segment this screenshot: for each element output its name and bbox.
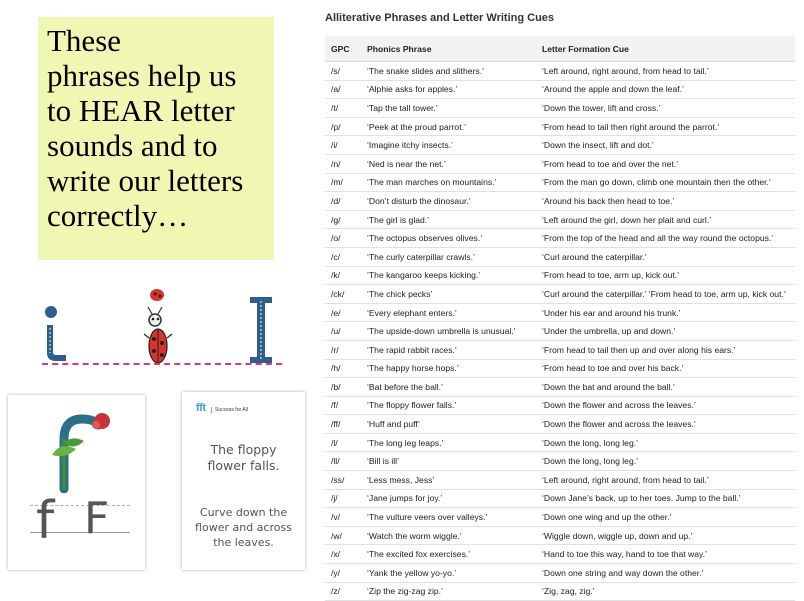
baseline-guide [42, 363, 282, 365]
cell-cue: ‘From head to toe, arm up, kick out.’ [536, 266, 795, 285]
letter-formation-illustration [38, 283, 288, 375]
lowercase-f: f [36, 491, 55, 551]
cell-cue: ‘Around the apple and down the leaf.’ [536, 80, 795, 99]
table-row [325, 489, 795, 508]
card-phrase-line: flower falls. [207, 458, 280, 473]
note-line: sounds and to [47, 128, 218, 163]
table-row [325, 117, 795, 136]
header-gpc: GPC [325, 36, 361, 62]
cell-gpc: /x/ [325, 545, 361, 564]
header-letter-formation-cue: Letter Formation Cue [536, 36, 795, 62]
cell-gpc: /h/ [325, 359, 361, 378]
cell-phrase: ‘Tap the tall tower.’ [361, 99, 536, 118]
cell-cue: ‘Around his back then head to toe.’ [536, 192, 795, 211]
table-row [325, 303, 795, 322]
cell-phrase: ‘The happy horse hops.’ [361, 359, 536, 378]
cell-cue: ‘Down the long, long leg.’ [536, 433, 795, 452]
table-row [325, 285, 795, 304]
cell-gpc: /u/ [325, 322, 361, 341]
uppercase-f: F [84, 493, 110, 544]
note-line: These [47, 23, 122, 58]
cell-phrase: ‘Don’t disturb the dinosaur.’ [361, 192, 536, 211]
cell-cue: ‘Left around, right around, from head to tail.’ [536, 62, 795, 81]
cell-gpc: /s/ [325, 62, 361, 81]
cell-cue: ‘From head to toe and over the net.’ [536, 154, 795, 173]
explanation-note [38, 17, 274, 260]
cell-phrase: ‘The long leg leaps.’ [361, 433, 536, 452]
cell-gpc: /r/ [325, 340, 361, 359]
cell-gpc: /i/ [325, 136, 361, 155]
cell-phrase: ‘Less mess, Jess’ [361, 471, 536, 490]
phrases-table [325, 36, 795, 601]
card-cue [182, 505, 305, 550]
note-line: phrases help us [47, 58, 237, 93]
cell-gpc: /y/ [325, 564, 361, 583]
cell-gpc: /ck/ [325, 285, 361, 304]
table-row [325, 545, 795, 564]
card-phrase-line: The floppy [210, 442, 277, 457]
flower-f-icon [46, 405, 116, 493]
table-row [325, 154, 795, 173]
cell-phrase: ‘Every elephant enters.’ [361, 303, 536, 322]
cell-phrase: ‘Ned is near the net.’ [361, 154, 536, 173]
cell-phrase: ‘Bill is ill’ [361, 452, 536, 471]
table-row [325, 322, 795, 341]
table-row [325, 266, 795, 285]
table-row [325, 452, 795, 471]
cell-cue: ‘Under his ear and around his trunk.’ [536, 303, 795, 322]
cell-cue: ‘Zig, zag, zig.’ [536, 582, 795, 601]
cell-gpc: /f/ [325, 396, 361, 415]
table-row [325, 173, 795, 192]
cell-cue: ‘From head to tail then right around the parrot.’ [536, 117, 795, 136]
letter-f-card [8, 395, 145, 570]
card-cue-line: the leaves. [213, 536, 274, 549]
table-row [325, 508, 795, 527]
cell-phrase: ‘Jane jumps for joy.’ [361, 489, 536, 508]
table-body [325, 62, 795, 601]
table-row [325, 247, 795, 266]
cell-phrase: ‘The rapid rabbit races.’ [361, 340, 536, 359]
cell-cue: ‘From head to tail then up and over along his ears.’ [536, 340, 795, 359]
table-row [325, 415, 795, 434]
cell-cue: ‘Down Jane’s back, up to her toes. Jump to the ball.’ [536, 489, 795, 508]
fft-header [196, 402, 248, 414]
table-row [325, 526, 795, 545]
cell-phrase: ‘The upside-down umbrella is unusual.’ [361, 322, 536, 341]
cell-cue: ‘Left around, right around, from head to tail.’ [536, 471, 795, 490]
table-row [325, 378, 795, 397]
cell-phrase: ‘The excited fox exercises.’ [361, 545, 536, 564]
cell-gpc: /l/ [325, 433, 361, 452]
cell-cue: ‘Down the flower and across the leaves.’ [536, 396, 795, 415]
table-row [325, 359, 795, 378]
cell-gpc: /t/ [325, 99, 361, 118]
cell-phrase: ‘Zip the zig-zag zip.’ [361, 582, 536, 601]
card-cue-line: Curve down the [199, 506, 288, 519]
cell-cue: ‘Down the bat and around the ball.’ [536, 378, 795, 397]
brand-text: Success for All [211, 407, 248, 413]
card-cue-line: flower and across [195, 521, 292, 534]
cell-gpc: /k/ [325, 266, 361, 285]
cell-cue: ‘Left around the girl, down her plait and curl.’ [536, 210, 795, 229]
table-row [325, 433, 795, 452]
cell-gpc: /b/ [325, 378, 361, 397]
table-row [325, 136, 795, 155]
table-row [325, 471, 795, 490]
cell-cue: ‘From the man go down, climb one mountain then the other.’ [536, 173, 795, 192]
cell-cue: ‘Hand to toe this way, hand to toe that way.’ [536, 545, 795, 564]
cell-gpc: /a/ [325, 80, 361, 99]
table-row [325, 564, 795, 583]
cell-gpc: /ss/ [325, 471, 361, 490]
cell-phrase: ‘The man marches on mountains.’ [361, 173, 536, 192]
table-row [325, 99, 795, 118]
table-row [325, 210, 795, 229]
cell-phrase: ‘The octopus observes olives.’ [361, 229, 536, 248]
table-header-row [325, 36, 795, 62]
table-title: Alliterative Phrases and Letter Writing Cues [325, 12, 555, 24]
phrase-card [182, 392, 305, 570]
table-row [325, 62, 795, 81]
cell-cue: ‘Down the flower and across the leaves.’ [536, 415, 795, 434]
cell-cue: ‘Down the long, long leg.’ [536, 452, 795, 471]
cell-cue: ‘Curl around the caterpillar.’ [536, 247, 795, 266]
letter-i-icon [38, 303, 74, 365]
cell-phrase: ‘The kangaroo keeps kicking.’ [361, 266, 536, 285]
cell-phrase: ‘The snake slides and slithers.’ [361, 62, 536, 81]
cell-gpc: /j/ [325, 489, 361, 508]
phrases-table-container [325, 36, 795, 601]
letter-capital-i-icon [248, 295, 274, 367]
cell-phrase: ‘Peek at the proud parrot.’ [361, 117, 536, 136]
cell-cue: ‘From head to toe and over his back.’ [536, 359, 795, 378]
cell-gpc: /p/ [325, 117, 361, 136]
cell-phrase: ‘Imagine itchy insects.’ [361, 136, 536, 155]
cell-phrase: ‘The curly caterpillar crawls.’ [361, 247, 536, 266]
cell-gpc: /m/ [325, 173, 361, 192]
table-row [325, 582, 795, 601]
cell-gpc: /v/ [325, 508, 361, 527]
cell-cue: ‘Wiggle down, wiggle up, down and up.’ [536, 526, 795, 545]
cell-phrase: ‘Yank the yellow yo-yo.’ [361, 564, 536, 583]
table-row [325, 229, 795, 248]
fft-logo: fft [196, 402, 206, 414]
cell-gpc: /c/ [325, 247, 361, 266]
cell-phrase: ‘Bat before the ball.’ [361, 378, 536, 397]
ladybird-icon [141, 283, 181, 373]
cell-phrase: ‘The floppy flower falls.’ [361, 396, 536, 415]
note-line: to HEAR letter [47, 93, 235, 128]
table-row [325, 396, 795, 415]
cell-cue: ‘Curl around the caterpillar.’ ‘From head to toe, arm up, kick out.’ [536, 285, 795, 304]
cell-gpc: /o/ [325, 229, 361, 248]
cell-gpc: /n/ [325, 154, 361, 173]
cell-phrase: ‘Alphie asks for apples.’ [361, 80, 536, 99]
cell-gpc: /g/ [325, 210, 361, 229]
header-phonics-phrase: Phonics Phrase [361, 36, 536, 62]
cell-phrase: ‘The chick pecks’ [361, 285, 536, 304]
cell-cue: ‘From the top of the head and all the way round the octopus.’ [536, 229, 795, 248]
cell-gpc: /e/ [325, 303, 361, 322]
cell-phrase: ‘The vulture veers over valleys.’ [361, 508, 536, 527]
note-line: write our letters [47, 163, 244, 198]
cell-gpc: /ll/ [325, 452, 361, 471]
cell-phrase: ‘Watch the worm wiggle.’ [361, 526, 536, 545]
note-text [47, 23, 273, 233]
cell-gpc: /z/ [325, 582, 361, 601]
card-phrase [182, 442, 305, 474]
cell-phrase: ‘Huff and puff’ [361, 415, 536, 434]
cell-cue: ‘Down the insect, lift and dot.’ [536, 136, 795, 155]
table-row [325, 192, 795, 211]
note-line: correctly… [47, 198, 189, 233]
cell-gpc: /ff/ [325, 415, 361, 434]
cell-cue: ‘Down one wing and up the other.’ [536, 508, 795, 527]
cell-gpc: /d/ [325, 192, 361, 211]
cell-cue: ‘Under the umbrella, up and down.’ [536, 322, 795, 341]
cell-cue: ‘Down one string and way down the other.’ [536, 564, 795, 583]
cell-gpc: /w/ [325, 526, 361, 545]
table-row [325, 80, 795, 99]
cell-phrase: ‘The girl is glad.’ [361, 210, 536, 229]
cell-cue: ‘Down the tower, lift and cross.’ [536, 99, 795, 118]
table-row [325, 340, 795, 359]
